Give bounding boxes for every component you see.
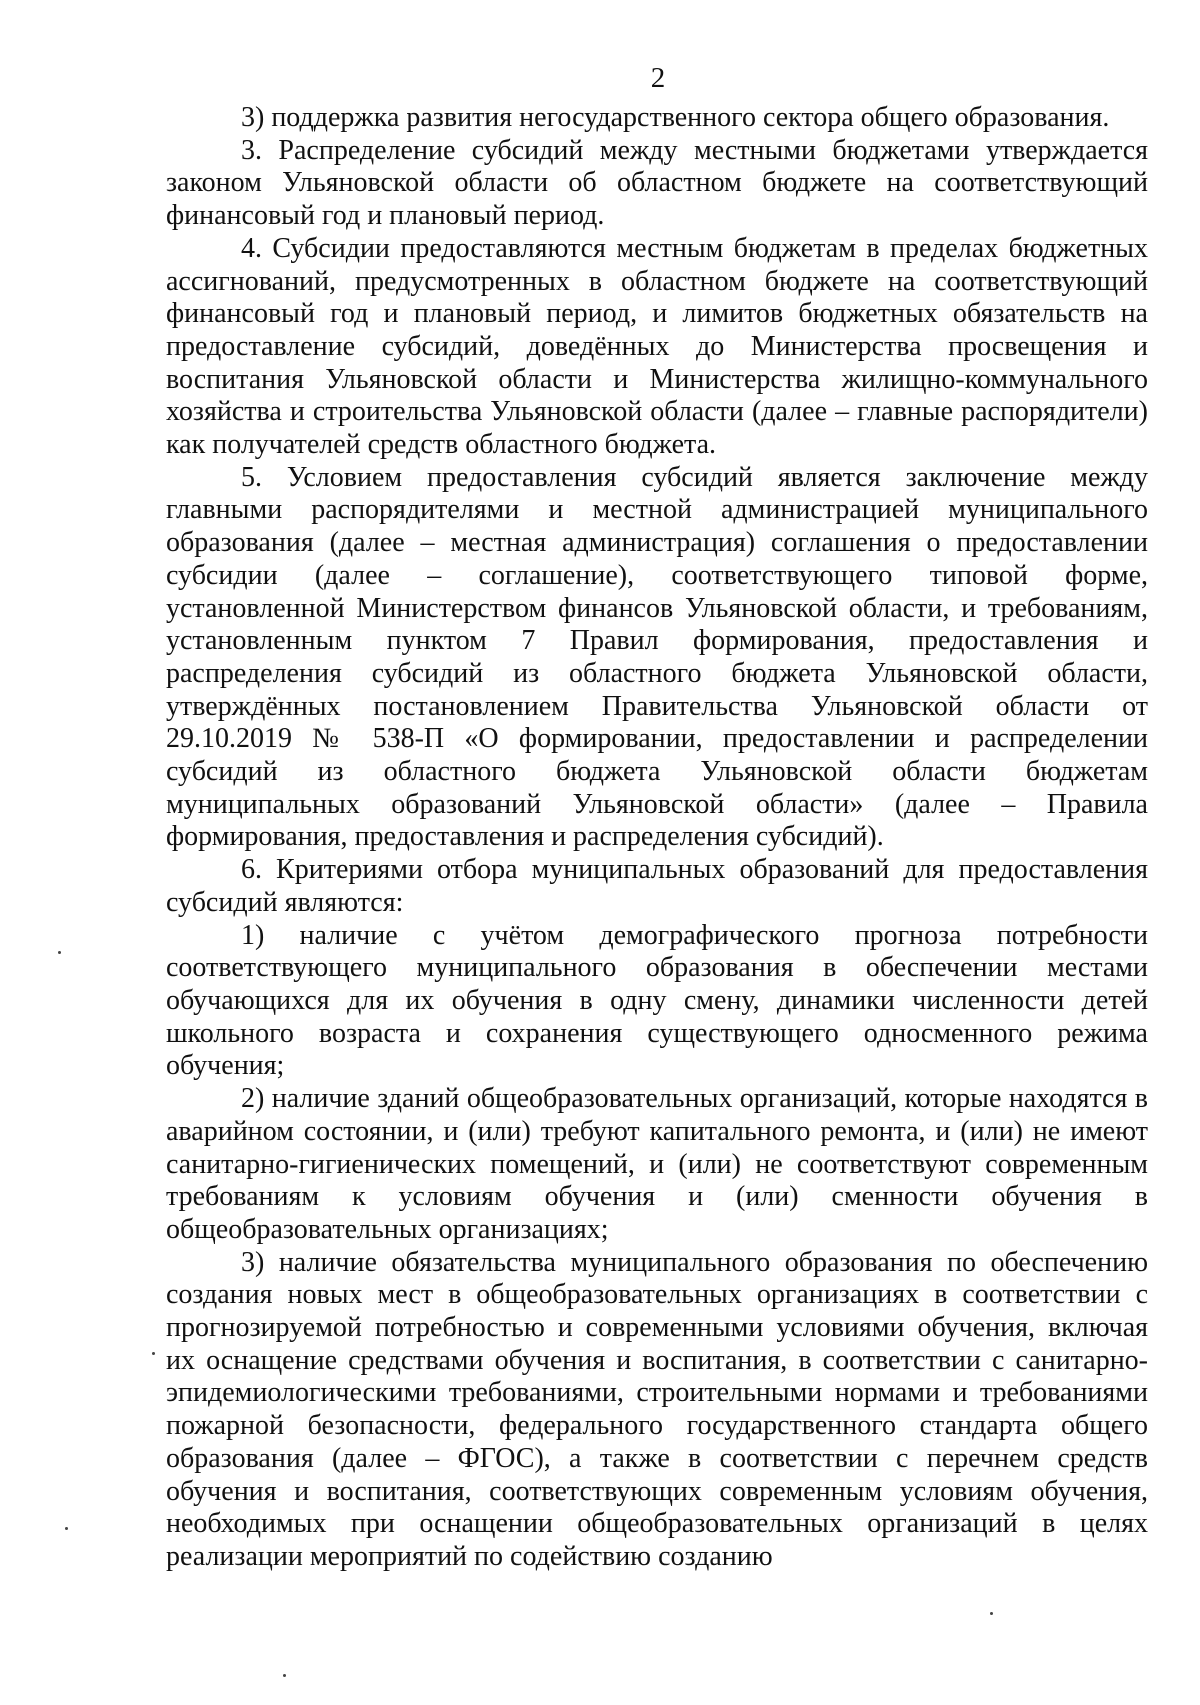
scan-speck xyxy=(65,1527,68,1530)
paragraph-clause-6: 6. Критериями отбора муниципальных образований для предоставления субсидий являются: xyxy=(166,854,1148,918)
paragraph-clause-3: 3. Распределение субсидий между местными бюджетами утверждается законом Ульяновской области об областном бюджете на соответствующий финансовый год и плановый период. xyxy=(166,134,1148,232)
paragraph-item-3-support: 3) поддержка развития негосударственного сектора общего образования. xyxy=(241,102,1110,133)
document-body xyxy=(166,102,1148,1574)
scan-speck xyxy=(152,1352,155,1355)
scan-speck xyxy=(58,951,61,954)
paragraph-criterion-1: 1) наличие с учётом демографического прогноза потребности соответствующего муниципального образования в обеспечении местами обучающихся для их обучения в одну смену, динамики численности детей школьного возраста и сохранения существующего односменного режима обучения; xyxy=(166,919,1148,1082)
scan-speck xyxy=(283,1674,286,1677)
page-number: 2 xyxy=(650,62,666,94)
paragraph-clause-4: 4. Субсидии предоставляются местным бюджетам в пределах бюджетных ассигнований, предусмотренных в областном бюджете на соответствующий финансовый год и плановый период, и лимитов бюджетных обязательств на предоставление субсидий, доведённых до Министерства просвещения и воспитания Ульяновской области и Министерства жилищно-коммунального хозяйства и строительства Ульяновской области (далее – главные распорядители) как получателей средств областного бюджета. xyxy=(166,232,1148,461)
paragraph-criterion-2: 2) наличие зданий общеобразовательных организаций, которые находятся в аварийном состоянии, и (или) требуют капитального ремонта, и (или) не имеют санитарно-гигиенических помещений, и (или) не соответствуют современным требованиям к условиям обучения и (или) сменности обучения в общеобразовательных организациях; xyxy=(166,1083,1148,1245)
paragraph-clause-5: 5. Условием предоставления субсидий является заключение между главными распорядителями и местной администрацией муниципального образования (далее – местная администрация) соглашения о предоставлении субсидии (далее – соглашение), соответствующего типовой форме, установленной Министерством финансов Ульяновской области, и требованиям, установленным пунктом 7 Правил формирования, предоставления и распределения субсидий из областного бюджета Ульяновской области, утверждённых постановлением Правительства Ульяновской области от 29.10.2019 № 538-П «О формировании, предоставлении и распределении субсидий из областного бюджета Ульяновской области бюджетам муниципальных образований Ульяновской области» (далее – Правила формирования, предоставления и распределения субсидий). xyxy=(166,461,1148,853)
paragraph-criterion-3: 3) наличие обязательства муниципального образования по обеспечению создания новых мест в общеобразовательных организациях в соответствии с прогнозируемой потребностью и современными условиями обучения, включая их оснащение средствами обучения и воспитания, в соответствии с санитарно-эпидемиологическими требованиями, строительными нормами и требованиями пожарной безопасности, федерального государственного стандарта общего образования (далее – ФГОС), а также в соответствии с перечнем средств обучения и воспитания, соответствующих современным условиям обучения, необходимых при оснащении общеобразовательных организаций в целях реализации мероприятий по содействию созданию xyxy=(166,1246,1148,1572)
scan-speck xyxy=(990,1612,993,1615)
